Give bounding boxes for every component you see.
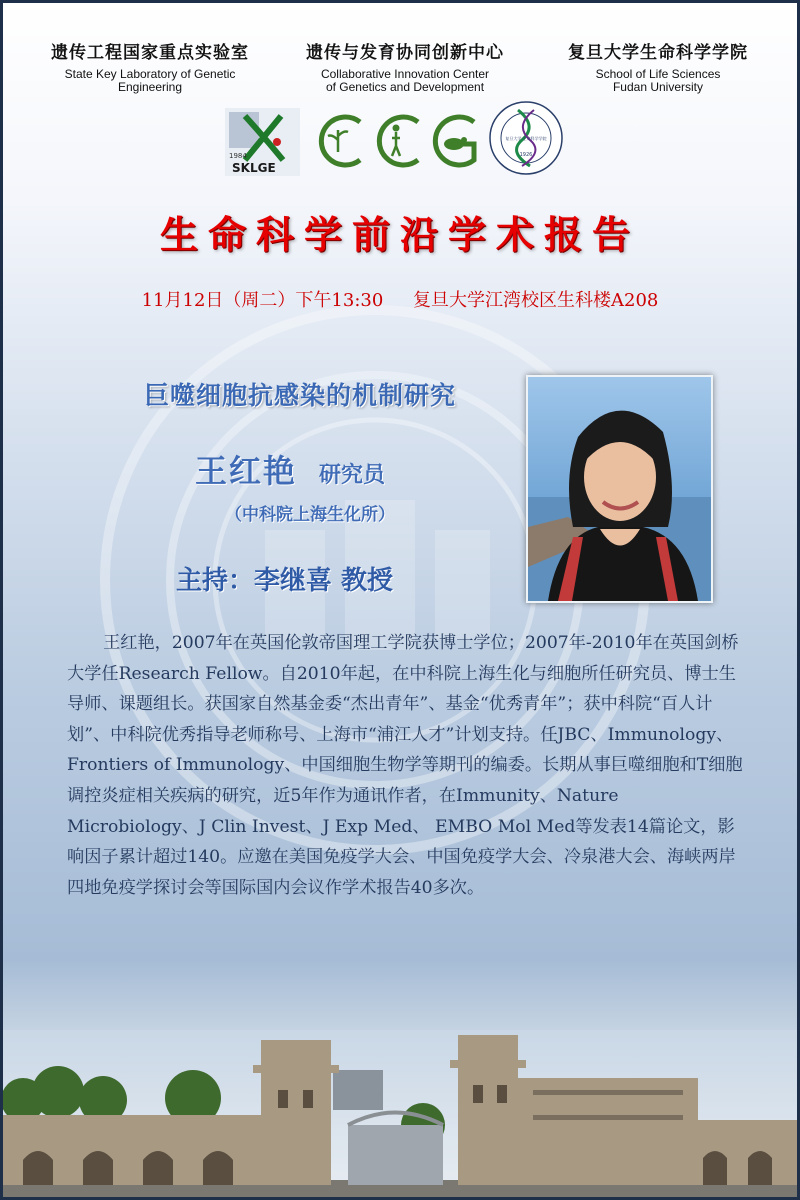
org-name-en-line1: State Key Laboratory of Genetic xyxy=(64,67,236,81)
host: 主持：李继喜 教授 xyxy=(176,566,394,596)
org-collaborative-center xyxy=(285,38,525,94)
poster-title: 生命科学前沿学术报告 xyxy=(159,212,640,257)
speaker-photo-image xyxy=(528,377,711,601)
sklge-year: 1984 xyxy=(229,152,247,160)
fudan-center-text: 复旦大学 生命科学学院 xyxy=(505,136,547,141)
ccg-logo xyxy=(308,112,478,170)
fudan-year: 1926 xyxy=(519,152,533,158)
sklge-logo xyxy=(225,108,300,176)
org-name-en xyxy=(30,68,270,94)
org-name-en-line1: School of Life Sciences xyxy=(595,67,721,81)
org-sklge xyxy=(30,38,270,94)
speaker-biography: 王红艳，2007年在英国伦敦帝国理工学院获博士学位；2007年-2010年在英国剑桥大学任Research Fellow。自2010年起，在中科院上海生化与细胞所任研究员、博士生导师、课题组长。获国家自然基金委“杰出青年”、基金“优秀青年”；获中科院“百人计划”、中科院优秀指导老师称号、上海市“浦江人才”计划支持。任JBC、Immunology、Frontiers of Immunology、中国细胞生物学等期刊的编委。长期从事巨噬细胞和T细胞调控炎症相关疾病的研究，近5年作为通讯作者，在Immunity、Nature Microbiology、J Clin Invest、J Exp Med、 EMBO Mol Med等发表14篇论文，影响因子累计超过140。应邀在美国免疫学大会、中国免疫学大会、冷泉港大会、海峡两岸四地免疫学探讨会等国际国内会议作学术报告40多次。 xyxy=(67,633,743,898)
org-name-en-line2: Fudan University xyxy=(612,80,704,94)
org-name-cn: 遗传与发育协同创新中心 xyxy=(306,43,504,63)
org-name-en xyxy=(285,68,525,94)
fudan-life-sciences-logo xyxy=(488,100,564,176)
org-name-en xyxy=(538,68,778,94)
org-name-cn: 遗传工程国家重点实验室 xyxy=(51,43,249,63)
schedule-datetime: 11月12日（周二）下午13:30 xyxy=(141,290,384,311)
campus-gate-photo xyxy=(3,1030,797,1197)
org-school-life-sciences xyxy=(538,38,778,94)
speaker-rank: 研究员 xyxy=(319,463,386,488)
org-name-cn: 复旦大学生命科学学院 xyxy=(568,43,748,63)
talk-title: 巨噬细胞抗感染的机制研究 xyxy=(143,381,456,410)
org-name-en-line2: Engineering xyxy=(117,80,183,94)
schedule-line xyxy=(0,286,800,312)
speaker-photo xyxy=(526,375,713,603)
schedule-location: 复旦大学江湾校区生科楼A208 xyxy=(413,290,659,311)
org-name-en-line2: of Genetics and Development xyxy=(325,80,485,94)
sklge-label: SKLGE xyxy=(232,161,276,175)
speaker xyxy=(195,446,385,492)
speaker-name: 王红艳 xyxy=(195,452,298,490)
org-name-en-line1: Collaborative Innovation Center xyxy=(320,67,490,81)
speaker-affiliation: （中科院上海生化所） xyxy=(225,505,395,525)
